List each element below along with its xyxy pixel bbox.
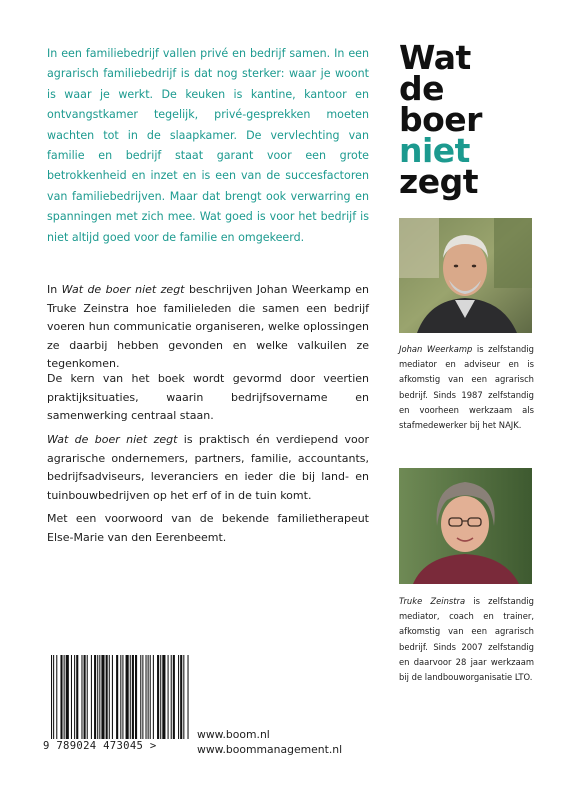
- barcode-bar: [56, 655, 57, 739]
- barcode-bar: [160, 655, 161, 739]
- barcode-bar: [60, 655, 62, 739]
- author-photo-johan-weerkamp: [399, 218, 532, 333]
- barcode-bar: [126, 655, 129, 739]
- barcode-bar: [116, 655, 118, 739]
- inline-book-title: Wat de boer niet zegt: [61, 283, 185, 296]
- barcode-bar: [53, 655, 54, 739]
- barcode-bar: [51, 655, 52, 739]
- barcode-bar: [97, 655, 98, 739]
- barcode-bar: [153, 655, 154, 739]
- barcode-bar: [146, 655, 147, 739]
- barcode-bar: [171, 655, 172, 739]
- barcode-bar: [64, 655, 65, 739]
- body-paragraph-2: De kern van het boek wordt gevormd door veertien praktijksituaties, waarin bedrijfsovername en samenwerking centraal staan.: [47, 372, 369, 423]
- barcode-bar: [180, 655, 182, 739]
- author-bio-2: Truke Zeinstra is zelfstandig mediator, coach en trainer, afkomstig van een agrarisch bedrijf. Sinds 2007 zelfstandig en daarvoor 28 jaar werkzaam bij de landbouworganisatie LTO.: [399, 596, 534, 683]
- title-line-5: zegt: [399, 162, 478, 201]
- url-boom[interactable]: www.boom.nl: [197, 728, 270, 741]
- barcode-bar: [81, 655, 82, 739]
- barcode-bar: [140, 655, 141, 739]
- inline-book-title: Wat de boer niet zegt: [47, 433, 178, 446]
- barcode-bar: [66, 655, 69, 739]
- book-title: [399, 38, 482, 201]
- barcode-bar: [142, 655, 143, 739]
- barcode-bar: [112, 655, 113, 739]
- barcode-bar: [76, 655, 78, 739]
- barcode-bar: [84, 655, 86, 739]
- barcode-bar: [91, 655, 92, 739]
- intro-text: In een familiebedrijf vallen privé en bedrijf samen. In een agrarisch familiebedrijf is dat nog sterker: waar je woont is waar je werkt. De keuken is kantine, kantoor en ontvangstkamer tegelijk, privé-gesprekken moeten wachten tot in de slaapkamer. De vervlechting van familie en bedrijf staat garant voor een grote betrokkenheid en inzet en is een van de succesfactoren van familiebedrijven. Maar dat brengt ook verwarring en spanningen met zich mee. Wat goed is voor het bedrijf is niet altijd goed voor de familie en omgekeerd.: [47, 47, 369, 244]
- body-paragraph-4: Met een voorwoord van de bekende familietherapeut Else-Marie van den Eerenbeemt.: [47, 512, 369, 544]
- author-bio-1: Johan Weerkamp is zelfstandig mediator en adviseur en is afkomstig van een agrarisch bedrijf. Sinds 1987 zelfstandig en voorheen werkzaam als stafmedewerker bij het NAJK.: [399, 344, 534, 431]
- barcode-bar: [130, 655, 131, 739]
- barcode-bar: [87, 655, 88, 739]
- barcode-bar: [132, 655, 134, 739]
- author-name: Johan Weerkamp: [399, 344, 473, 354]
- isbn-barcode: [47, 655, 193, 739]
- barcode-bar: [122, 655, 123, 739]
- barcode-bar: [183, 655, 184, 739]
- body-paragraph-1: In Wat de boer niet zegt beschrijven Johan Weerkamp en Truke Zeinstra hoe familieleden die samen een bedrijf voeren hun communicatie organiseren, welke oplossingen ze daarbij hebben gevonden en welke valkuilen ze tegenkomen.: [47, 283, 369, 371]
- barcode-bar: [71, 655, 72, 739]
- url-boommanagement[interactable]: www.boommanagement.nl: [197, 742, 343, 756]
- barcode-bar: [99, 655, 100, 739]
- barcode-bar: [74, 655, 75, 739]
- barcode-bar: [150, 655, 151, 739]
- barcode-bar: [188, 655, 189, 739]
- barcode-bar: [148, 655, 149, 739]
- barcode-bar: [109, 655, 110, 739]
- barcode-bar: [120, 655, 121, 739]
- author-photo-truke-zeinstra: [399, 468, 532, 584]
- barcode-bar: [173, 655, 175, 739]
- author-name: Truke Zeinstra: [399, 596, 466, 606]
- barcode-bar: [101, 655, 104, 739]
- barcode-bar: [162, 655, 165, 739]
- barcode-bar: [157, 655, 159, 739]
- title-line-1: Wat: [399, 38, 471, 77]
- title-line-4: niet: [399, 131, 470, 170]
- barcode-bar: [135, 655, 137, 739]
- title-line-3: boer: [399, 100, 482, 139]
- isbn-number: 9 789024 473045 >: [43, 740, 157, 752]
- publisher-urls: [197, 728, 342, 757]
- title-line-2: de: [399, 69, 445, 108]
- body-paragraph-3: Wat de boer niet zegt is praktisch én verdiepend voor agrarische ondernemers, partners, familie, accountants, bedrijfsadviseurs, leveranciers en ieder die bij land- en tuinbouwbedrijven op het erf of in de tuin komt.: [47, 433, 370, 502]
- barcode-bar: [94, 655, 96, 739]
- barcode-bar: [168, 655, 169, 739]
- barcode-bar: [106, 655, 108, 739]
- barcode-bar: [178, 655, 179, 739]
